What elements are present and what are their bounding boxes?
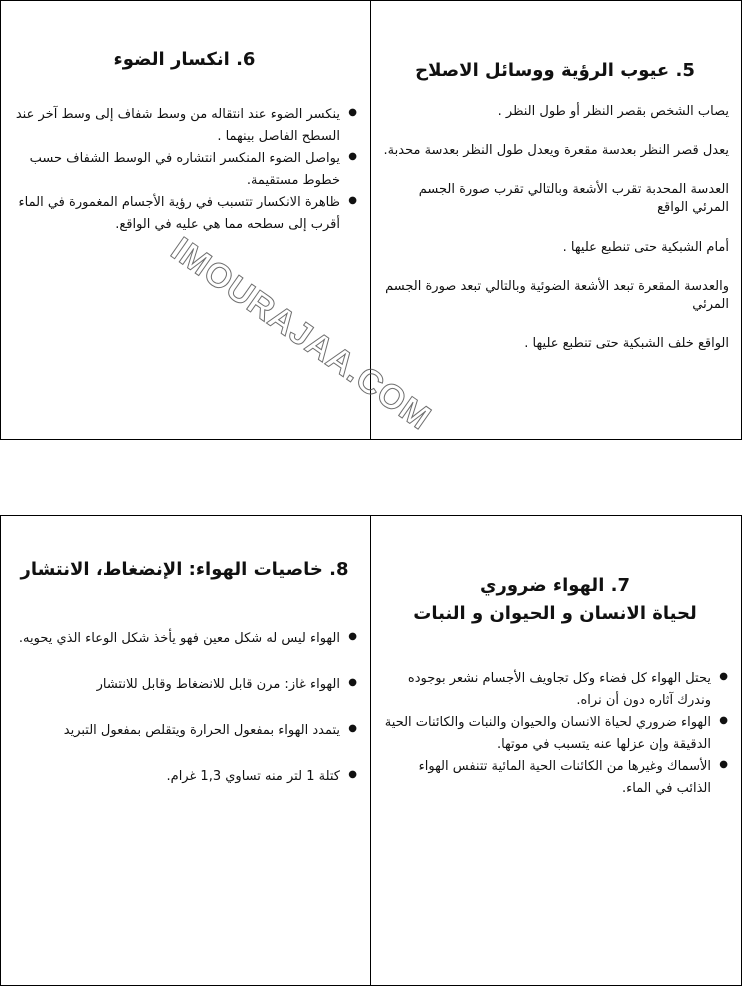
list-item: ● ينكسر الضوء عند انتقاله من وسط شفاف إلى وسط آخر عند السطح الفاصل بينهما .: [11, 104, 340, 148]
section-7-title-line1: 7. الهواء ضروري: [479, 575, 630, 596]
list-item: ● الهواء ليس له شكل معين فهو يأخذ شكل الوعاء الذي يحويه.: [11, 628, 340, 650]
list-item: ● يواصل الضوء المنكسر انتشاره في الوسط الشفاف حسب خطوط مستقيمة.: [11, 148, 340, 192]
column-divider: [370, 1, 371, 439]
list-item: ● يحتل الهواء كل فضاء وكل تجاويف الأجسام نشعر بوجوده وندرك آثاره دون أن نراه.: [381, 668, 711, 712]
paragraph: يصاب الشخص بقصر النظر أو طول النظر .: [497, 103, 729, 119]
list-item: ● يتمدد الهواء بمفعول الحرارة ويتقلص بمفعول التبريد: [11, 720, 340, 742]
list-item: ● الهواء غاز: مرن قابل للانضغاط وقابل للانتشار: [11, 674, 340, 696]
column-divider: [370, 516, 371, 985]
section-7: [371, 516, 741, 985]
list-item: ● ظاهرة الانكسار تتسبب في رؤية الأجسام المغمورة في الماء أقرب إلى سطحه مما هي عليه في الواقع.: [11, 192, 340, 236]
section-5-title: 5. عيوب الرؤية ووسائل الاصلاح: [415, 60, 695, 81]
watermark: IMOURAJAA.COM: [164, 230, 439, 438]
list-item: ● الهواء ضروري لحياة الانسان والحيوان والنبات والكائنات الحية الدقيقة وإن عزلها عنه يتسبب في موتها.: [381, 712, 711, 756]
section-8-title: 8. خاصيات الهواء: الإنضغاط، الانتشار: [20, 559, 349, 580]
paragraph: يعدل قصر النظر بعدسة مقعرة ويعدل طول النظر بعدسة محدبة.: [383, 143, 729, 159]
paragraph: الواقع خلف الشبكية حتى تنطبع عليها .: [524, 336, 729, 352]
list-item: ● الأسماك وغيرها من الكائنات الحية المائية تتنفس الهواء الذائب في الماء.: [381, 756, 711, 800]
section-7-title-line2: لحياة الانسان و الحيوان و النبات: [413, 602, 697, 624]
paragraph: أمام الشبكية حتى تنطبع عليها .: [562, 239, 729, 255]
paragraph: العدسة المحدبة تقرب الأشعة وبالتالي تقرب صورة الجسم المرئي الواقع: [418, 182, 729, 216]
section-6-title: 6. انكسار الضوء: [113, 49, 256, 70]
section-7-list: [381, 668, 729, 801]
section-6: [1, 1, 370, 439]
section-8-list: [11, 628, 358, 788]
list-item: ● كتلة 1 لتر منه تساوي 1,3 غرام.: [11, 766, 340, 788]
section-6-list: [11, 104, 358, 237]
bottom-panel: [0, 515, 742, 986]
section-5-body: [381, 103, 729, 354]
section-5: [371, 1, 741, 439]
section-8: [1, 516, 370, 985]
top-panel: [0, 0, 742, 440]
paragraph: والعدسة المقعرة تبعد الأشعة الضوئية وبالتالي تبعد صورة الجسم المرئي: [385, 278, 729, 313]
